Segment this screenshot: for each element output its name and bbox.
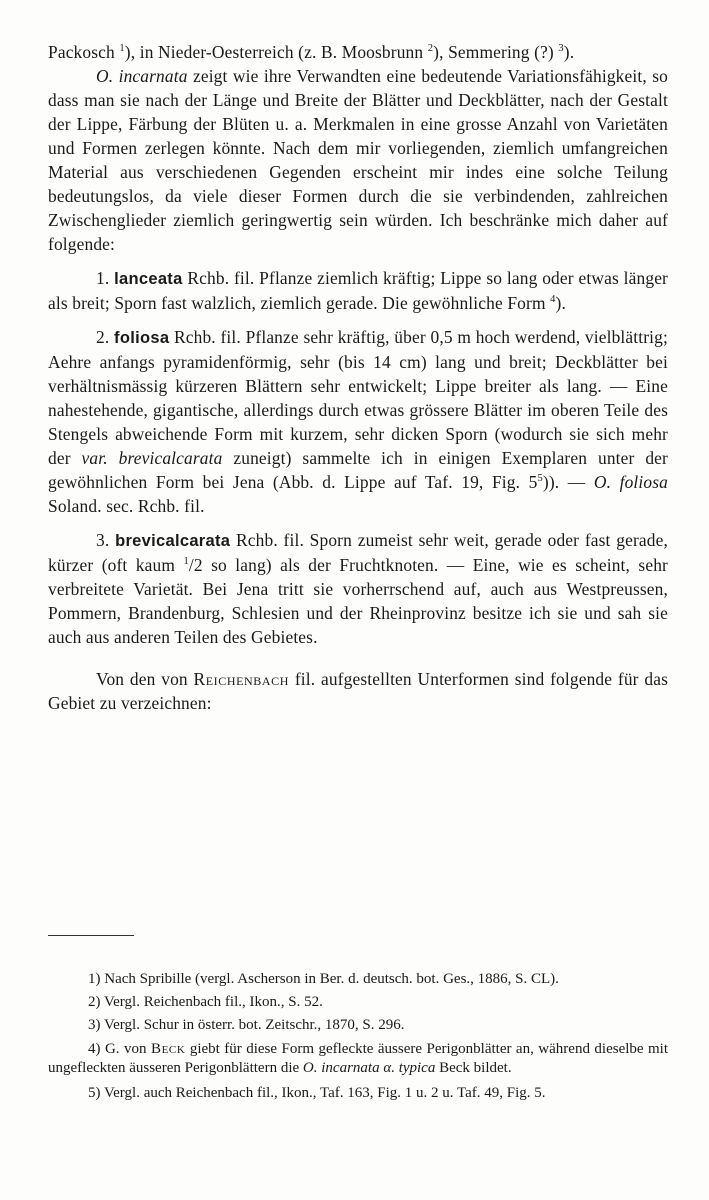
author-name: Beck — [150, 1041, 186, 1057]
text-run: giebt für diese Form gefleckte äussere Perigonblätter an, während dieselbe mit ungefleckten äusseren Perigonblättern die — [48, 1041, 669, 1076]
variety-brevicalcarata: 3. brevicalcarata Rchb. fil. Sporn zumeist sehr weit, gerade oder fast gerade, kürzer (oft kaum $^1$/2 so lang) als der Fruchtknoten. — Eine, wie es scheint, sehr verbreitete Varietät. Bei Jena tritt sie vorherrschend auf, auch aus Westpreussen, Pommern, Brandenburg, Schlesien und der Rheinprovinz besitze ich sie und sah sie auch aus anderen Teilen des Gebietes. — [48, 530, 669, 647]
author-name: Reichenbach — [193, 669, 290, 689]
species-name: var. brevicalcarata — [81, 448, 223, 468]
footnote-5: 5) Vergl. auch Reichenbach fil., Ikon., Taf. 163, Fig. 1 u. 2 u. Taf. 49, Fig. 5. — [88, 1085, 546, 1101]
footnotes — [48, 968, 668, 1105]
text-run: Rchb. fil. Pflanze sehr kräftig, über 0,5 m hoch werdend, vielblättrig; Aehre anfangs pyramidenförmig, sehr (bis 14 cm) lang und breit; Deckblätter bei verhältnismässig kürzeren Blättern sehr entwickelt; Lippe breiter als lang. — Eine nahestehende, gigantische, allerdings durch etwas grössere Blätter im oberen Teile des Stengels abweichende Form mit kurzem, sehr dicken Sporn (wodurch sie sich mehr der — [48, 327, 668, 468]
text-run: Rchb. fil. Pflanze ziemlich kräftig; Lippe so lang oder etwas länger als breit; Sporn fast walzlich, ziemlich gerade. Die gewöhnliche Form — [48, 268, 669, 313]
fraction-numerator: 1 — [183, 556, 189, 567]
list-number: 1. — [96, 268, 115, 288]
footnote-4 — [48, 1040, 668, 1078]
footnote-divider — [48, 935, 134, 936]
variety-name: brevicalcarata — [115, 532, 231, 550]
text-run: Beck bildet. — [435, 1060, 512, 1076]
list-number: 3. — [96, 530, 116, 550]
paragraph-subforms — [48, 667, 668, 715]
footnote-ref: 5 — [537, 473, 543, 484]
text-run: zuneigt) sammelte ich in einigen Exemplaren unter der gewöhnlichen Form bei Jena (Abb. d. Lippe auf Taf. 19, Fig. 5 — [48, 448, 668, 492]
text-run: Von den von — [96, 669, 194, 689]
variety-lanceata — [48, 266, 668, 315]
footnote-ref: 1 — [119, 43, 125, 54]
text-run: Soland. sec. Rchb. fil. — [48, 496, 205, 516]
footnote-1: 1) Nach Spribille (vergl. Ascherson in Ber. d. deutsch. bot. Ges., 1886, S. CL). — [88, 971, 559, 987]
text-run: )). — — [542, 472, 594, 492]
footnote-3: 3) Vergl. Schur in österr. bot. Zeitschr., 1870, S. 296. — [88, 1017, 405, 1033]
footnote-ref: 4 — [550, 294, 556, 305]
text-run: ), in Nieder-Oesterreich (z. B. Moosbrunn — [124, 42, 428, 62]
text-run: ). — [563, 42, 575, 62]
list-number: 2. — [96, 327, 115, 347]
main-text — [48, 40, 668, 715]
text-run: so lang) als der Fruchtknoten. — Eine, wie es scheint, sehr verbreitete Varietät. Bei Jena tritt sie vorherrschend auf, auch aus Westpreussen, Pommern, Brandenburg, Schlesien und der Rheinprovinz besitze ich sie und sah sie auch aus anderen Teilen des Gebietes. — [48, 555, 668, 647]
text-run: fil. aufgestellten Unterformen sind folgende für das Gebiet zu verzeichnen: — [48, 669, 668, 713]
species-name: O. foliosa — [593, 472, 668, 492]
text-run: Packosch — [48, 42, 120, 62]
text-run: ), Semmering (?) — [433, 42, 559, 62]
text-run: zeigt wie ihre Verwandten eine bedeutende Variationsfähigkeit, so dass man sie nach der Länge und Breite der Blätter und Deckblätter, nach der Gestalt der Lippe, Färbung der Blüten u. a. Merkmalen in eine grosse Anzahl von Varietäten und Formen zerlegen könnte. Nach dem mir vorliegenden, ziemlich umfangreichen Material aus verschiedenen Gegenden erscheint mir indes eine solche Teilung bedeutungslos, da viele dieser Formen durch die sie verbindenden, zahlreichen Zwischenglieder ziemlich geringwertig sein würden. Ich beschränke mich daher auf folgende: — [48, 66, 668, 254]
variety-name: foliosa — [114, 329, 170, 347]
text-run: ). — [555, 293, 566, 313]
paragraph-continuation — [48, 40, 668, 64]
variety-foliosa — [48, 325, 668, 518]
species-name: O. incarnata — [96, 66, 188, 86]
text-run: 4) G. von — [88, 1041, 151, 1057]
paragraph-variation — [48, 64, 668, 256]
footnote-ref: 2 — [427, 43, 434, 54]
footnote-ref: 3 — [558, 43, 564, 54]
footnote-2: 2) Vergl. Reichenbach fil., Ikon., S. 52. — [88, 994, 323, 1010]
fraction-denominator: 2 — [193, 555, 203, 575]
variety-name: lanceata — [114, 270, 183, 288]
species-name: O. incarnata α. typica — [302, 1060, 436, 1076]
text-run: Rchb. fil. Sporn zumeist sehr weit, gerade oder fast gerade, kürzer (oft kaum — [48, 530, 669, 575]
